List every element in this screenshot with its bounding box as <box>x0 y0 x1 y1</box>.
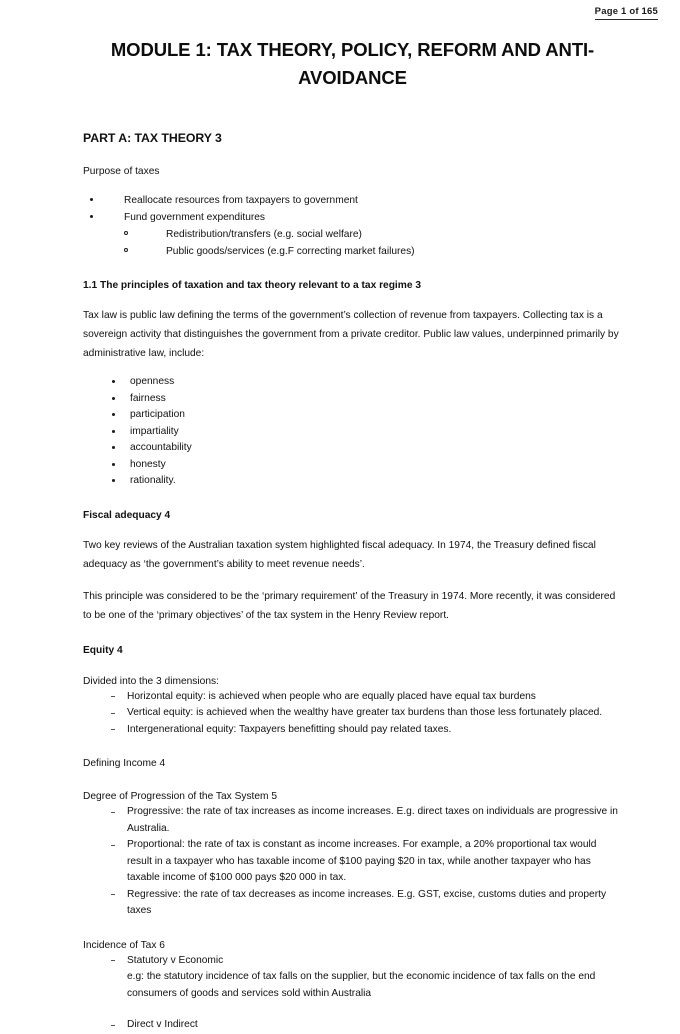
bullet-dash-icon <box>111 845 115 846</box>
list-item <box>83 457 622 474</box>
document-title: MODULE 1: TAX THEORY, POLICY, REFORM AND ANTI-AVOIDANCE <box>110 39 595 88</box>
equity-lead-line: Divided into the 3 dimensions: <box>83 675 219 687</box>
incidence-list <box>83 953 622 1034</box>
list-item <box>83 407 622 424</box>
bullet-disc-icon <box>112 397 115 400</box>
list-item <box>83 837 622 887</box>
fiscal-adequacy-heading: Fiscal adequacy 4 <box>83 509 171 521</box>
list-item-text: Vertical equity: is achieved when the wealthy have greater tax burdens than those less fortunately placed. <box>127 707 603 718</box>
incidence-of-tax-heading: Incidence of Tax 6 <box>83 939 165 951</box>
list-item <box>83 1017 622 1034</box>
list-item-text: Proportional: the rate of tax is constant as income increases. For example, a 20% proportional tax would result in a taxpayer who has taxable income of $100 paying $20 in tax, while another taxpayer who has taxable income of $100 000 pays $20 000 in tax. <box>127 839 597 883</box>
fiscal-adequacy-paragraph-2: This principle was considered to be the ‘primary requirement’ of the Treasury in 1974. More recently, it was considered to be one of the ‘primary objectives’ of the tax system in the Henry Review report. <box>83 590 616 621</box>
list-item-text: Fund government expenditures <box>124 212 266 223</box>
list-item <box>124 243 622 260</box>
list-item-text: Horizontal equity: is achieved when people who are equally placed have equal tax burdens <box>127 690 536 702</box>
bullet-disc-icon <box>112 380 115 383</box>
list-item <box>83 473 622 490</box>
bullet-circle-icon <box>124 231 128 235</box>
bullet-dash-icon <box>111 1025 115 1026</box>
list-item <box>83 705 622 722</box>
defining-income-heading: Defining Income 4 <box>83 758 166 769</box>
bullet-dash-icon <box>111 729 115 730</box>
list-item <box>83 953 622 1003</box>
page-number-header: Page 1 of 165 <box>595 6 658 20</box>
equity-heading: Equity 4 <box>83 644 123 656</box>
list-item <box>83 689 622 706</box>
list-item-text: accountability <box>130 442 192 453</box>
purpose-of-taxes-heading: Purpose of taxes <box>83 166 160 177</box>
list-item-text: Redistribution/transfers (e.g. social welfare) <box>166 229 362 240</box>
list-item-text: fairness <box>130 392 166 404</box>
bullet-dash-icon <box>111 713 115 714</box>
bullet-disc-icon <box>90 215 93 218</box>
incidence-statutory-note: e.g: the statutory incidence of tax falls on the supplier, but the economic incidence of tax falls on the end consumers of goods and services sold within Australia <box>127 971 596 999</box>
list-item-text: honesty <box>130 458 166 470</box>
bullet-disc-icon <box>112 430 115 433</box>
bullet-dash-icon <box>111 812 115 813</box>
part-a-heading: PART A: TAX THEORY 3 <box>83 131 222 145</box>
list-item <box>83 722 622 739</box>
list-item-text: impartiality <box>130 425 179 437</box>
degree-of-progression-heading: Degree of Progression of the Tax System 5 <box>83 791 278 802</box>
list-item <box>83 374 622 391</box>
bullet-circle-icon <box>124 248 128 252</box>
list-item <box>83 440 622 457</box>
bullet-dash-icon <box>111 696 115 697</box>
list-item <box>83 192 622 209</box>
list-item-text: openness <box>130 376 175 387</box>
bullet-disc-icon <box>90 198 93 201</box>
fiscal-adequacy-paragraph-1: Two key reviews of the Australian taxation system highlighted fiscal adequacy. In 1974, the Treasury defined fiscal adequacy as ‘the government’s ability to meet revenue needs’. <box>83 539 596 570</box>
list-item <box>83 887 622 920</box>
bullet-disc-icon <box>112 446 115 449</box>
bullet-dash-icon <box>111 960 115 961</box>
list-item <box>83 209 622 260</box>
document-content <box>83 36 622 1034</box>
public-law-values-list <box>83 374 622 490</box>
list-item-text: rationality. <box>130 475 176 486</box>
list-item <box>83 424 622 441</box>
list-item-text: participation <box>130 409 185 420</box>
purpose-bullet-list <box>83 192 622 260</box>
purpose-sub-bullet-list <box>124 226 622 260</box>
list-item-text: Statutory v Economic <box>127 954 224 966</box>
bullet-disc-icon <box>112 479 115 482</box>
list-item-text: Reallocate resources from taxpayers to government <box>124 195 358 206</box>
progression-types-list <box>83 804 622 920</box>
list-item <box>124 226 622 243</box>
list-item <box>83 804 622 837</box>
list-item-text: Progressive: the rate of tax increases as income increases. E.g. direct taxes on individuals are progressive in Australia. <box>127 806 618 834</box>
bullet-disc-icon <box>112 463 115 466</box>
list-item-text: Direct v Indirect <box>127 1019 198 1030</box>
bullet-dash-icon <box>111 894 115 895</box>
section-1-1-heading: 1.1 The principles of taxation and tax theory relevant to a tax regime 3 <box>83 280 421 291</box>
list-item-text: Public goods/services (e.g.F correcting market failures) <box>166 246 415 257</box>
bullet-disc-icon <box>112 413 115 416</box>
section-1-1-paragraph: Tax law is public law defining the terms of the government’s collection of revenue from taxpayers. Collecting tax is a sovereign activity that distinguishes the government from a private creditor. Public law values, underpinned primarily by administrative law, include: <box>83 310 619 359</box>
list-item <box>83 391 622 408</box>
equity-dimensions-list <box>83 689 622 739</box>
list-item-text: Regressive: the rate of tax decreases as income increases. E.g. GST, excise, customs duties and property taxes <box>127 888 607 916</box>
list-item-text: Intergenerational equity: Taxpayers benefitting should pay related taxes. <box>127 723 452 735</box>
